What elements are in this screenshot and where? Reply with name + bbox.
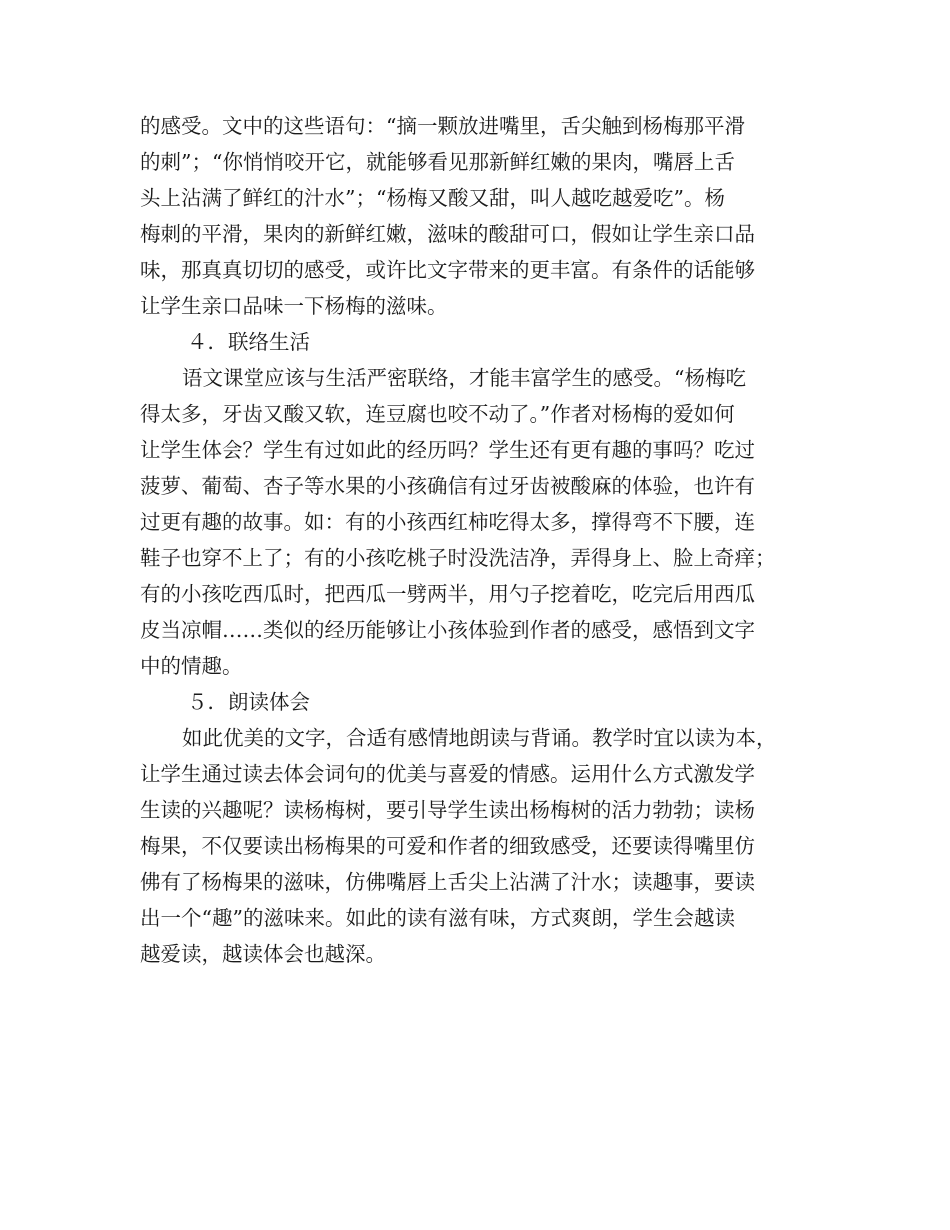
text-line: 让学生体会？学生有过如此的经历吗？学生还有更有趣的事吗？吃过 xyxy=(140,438,755,462)
text-line: 有的小孩吃西瓜时，把西瓜一劈两半，用勺子挖着吃，吃完后用西瓜 xyxy=(140,582,755,606)
text-line: 如此优美的文字，合适有感情地朗读与背诵。教学时宜以读为本， xyxy=(182,726,777,750)
text-line: 佛有了杨梅果的滋味，仿佛嘴唇上舌尖上沾满了汁水；读趣事，要读 xyxy=(140,870,755,894)
paragraph-experience xyxy=(140,108,830,324)
text-line: 语文课堂应该与生活严密联络，才能丰富学生的感受。“杨梅吃 xyxy=(182,366,746,390)
text-line: 梅果，不仅要读出杨梅果的可爱和作者的细致感受，还要读得嘴里仿 xyxy=(140,834,755,858)
paragraph-reading-aloud xyxy=(140,720,830,972)
section-heading-5: ５．朗读体会 xyxy=(187,690,310,714)
paragraph-life-connection xyxy=(140,360,830,684)
text-line: 出一个“趣”的滋味来。如此的读有滋有味，方式爽朗，学生会越读 xyxy=(140,906,735,930)
text-line: 皮当凉帽……类似的经历能够让小孩体验到作者的感受，感悟到文字 xyxy=(140,618,755,642)
text-line: 的刺”；“你悄悄咬开它，就能够看见那新鲜红嫩的果肉，嘴唇上舌 xyxy=(140,150,735,174)
text-line: 生读的兴趣呢？读杨梅树，要引导学生读出杨梅树的活力勃勃；读杨 xyxy=(140,798,755,822)
text-line: 鞋子也穿不上了；有的小孩吃桃子时没洗洁净，弄得身上、脸上奇痒； xyxy=(140,546,776,570)
text-line: 菠萝、葡萄、杏子等水果的小孩确信有过牙齿被酸麻的体验，也许有 xyxy=(140,474,755,498)
text-line: 过更有趣的故事。如：有的小孩西红柿吃得太多，撑得弯不下腰，连 xyxy=(140,510,755,534)
text-line: 味，那真真切切的感受，或许比文字带来的更丰富。有条件的话能够 xyxy=(140,258,755,282)
text-line: 让学生通过读去体会词句的优美与喜爱的情感。运用什么方式激发学 xyxy=(140,762,755,786)
text-line: 让学生亲口品味一下杨梅的滋味。 xyxy=(140,294,448,318)
text-line: 越爱读，越读体会也越深。 xyxy=(140,942,386,966)
text-line: 头上沾满了鲜红的汁水”；“杨梅又酸又甜，叫人越吃越爱吃”。杨 xyxy=(140,186,725,210)
text-line: 梅刺的平滑，果肉的新鲜红嫩，滋味的酸甜可口，假如让学生亲口品 xyxy=(140,222,755,246)
text-line: 得太多，牙齿又酸又软，连豆腐也咬不动了。”作者对杨梅的爱如何 xyxy=(140,402,735,426)
document-body xyxy=(140,108,830,972)
text-line: 中的情趣。 xyxy=(140,654,243,678)
section-heading-4: ４．联络生活 xyxy=(187,330,310,354)
text-line: 的感受。文中的这些语句：“摘一颗放进嘴里，舌尖触到杨梅那平滑 xyxy=(140,114,745,138)
